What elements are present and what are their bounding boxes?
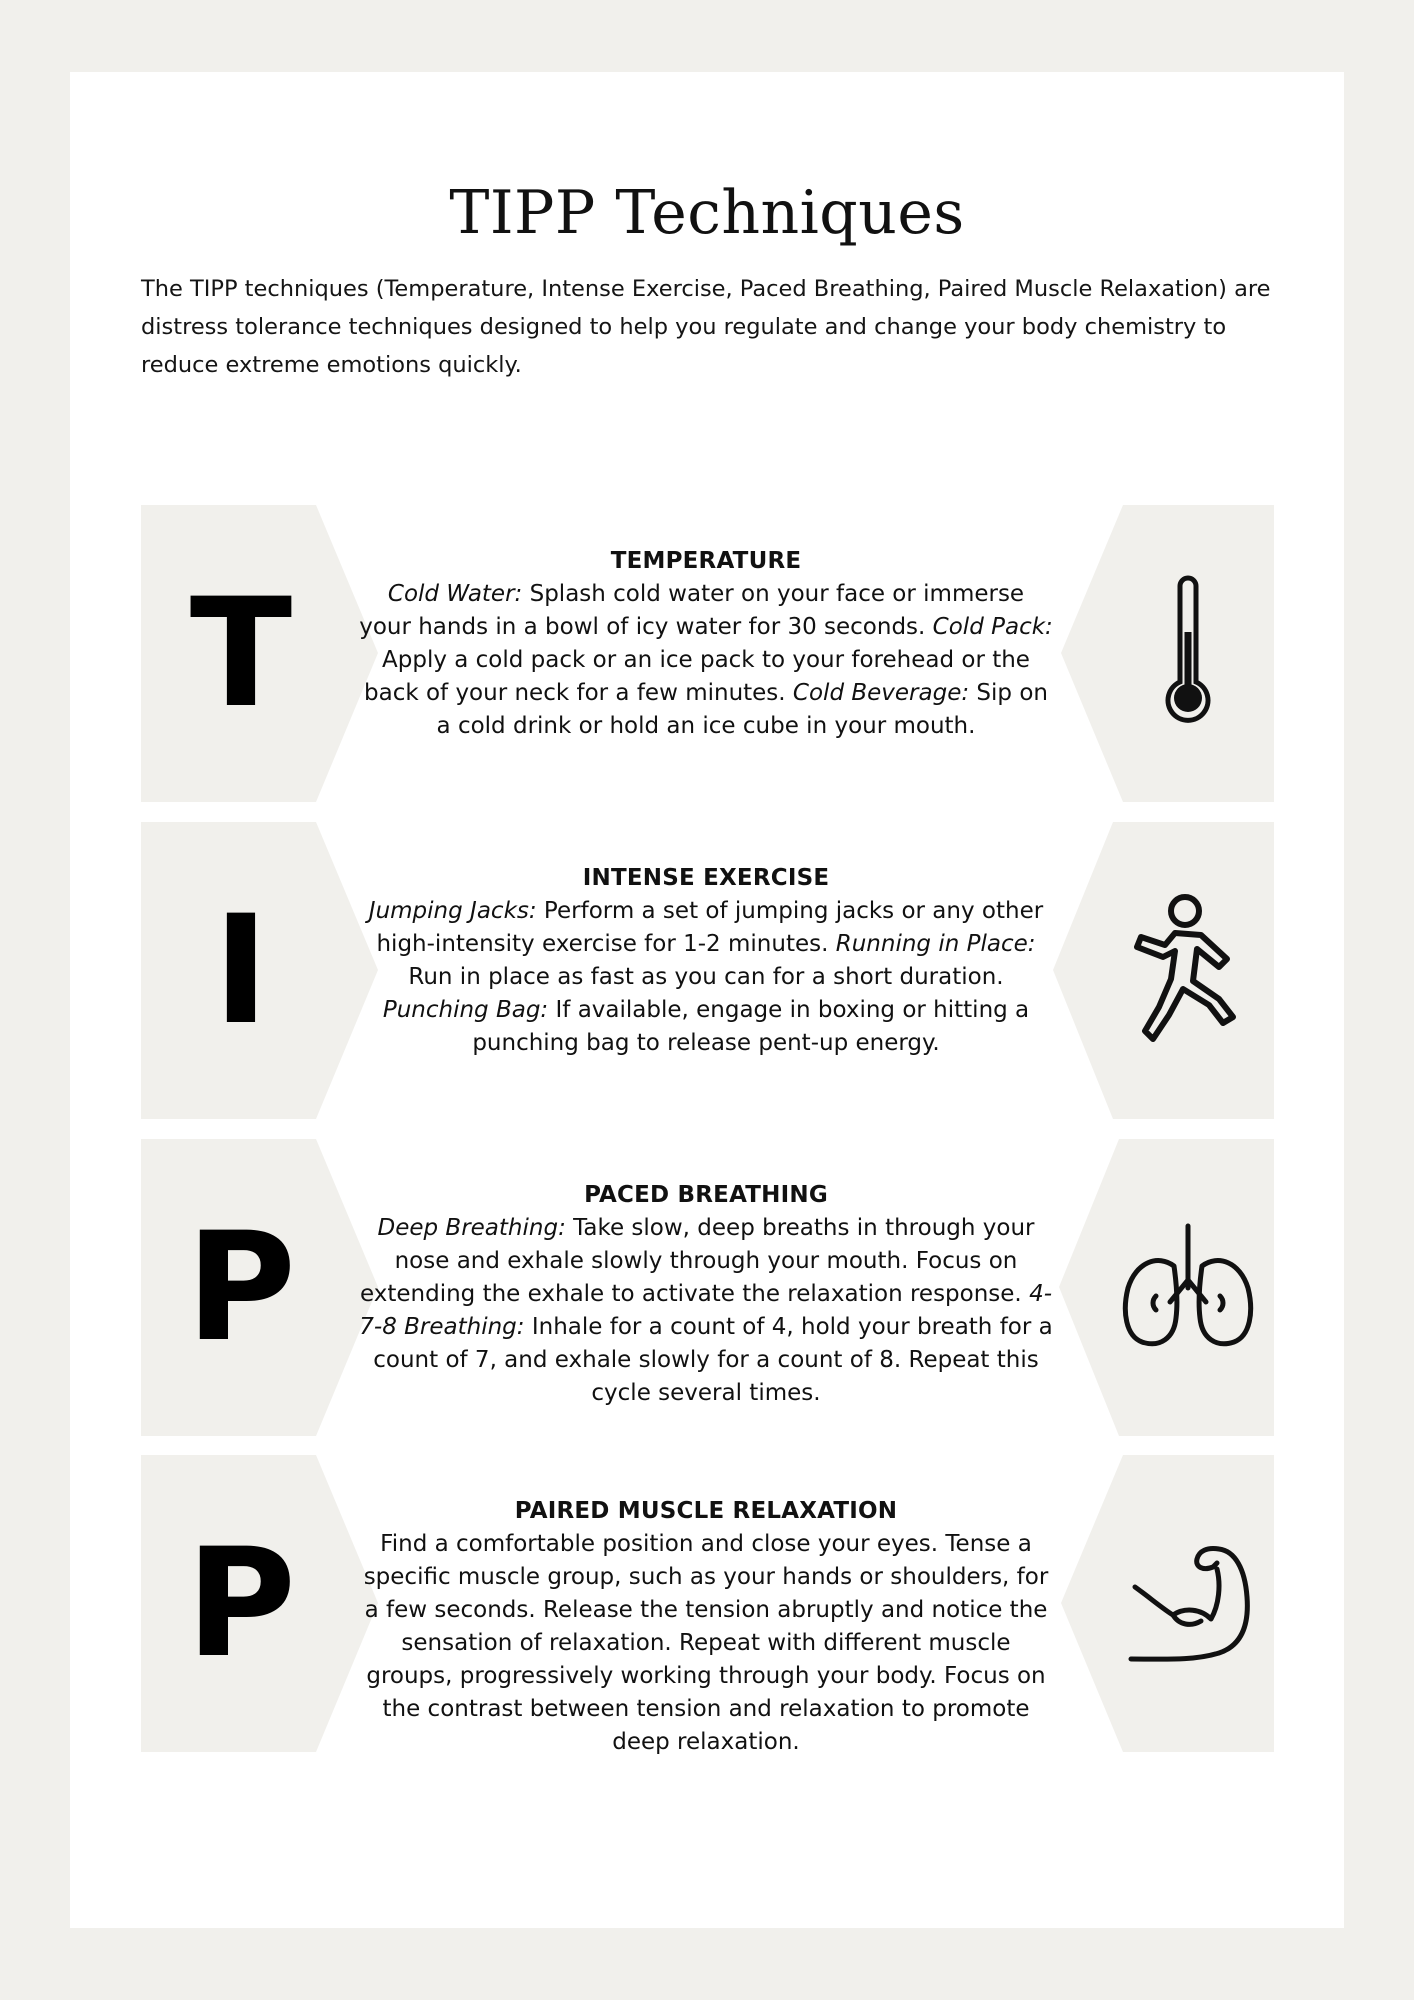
technique-desc: Perform a set of jumping jacks or any other high-intensity exercise for 1-2 minutes.	[376, 898, 1044, 957]
technique-desc: Apply a cold pack or an ice pack to your forehead or the back of your neck for a few minutes.	[364, 647, 1030, 706]
technique-text	[359, 1495, 1053, 1759]
icon-cell	[1101, 505, 1274, 802]
lungs-icon	[1118, 1218, 1258, 1358]
technique-body	[364, 1531, 1049, 1755]
technique-body	[359, 1215, 1052, 1406]
technique-label: Running in Place:	[835, 931, 1036, 957]
page-title: TIPP Techniques	[449, 178, 965, 249]
flexed-arm-icon	[1123, 1539, 1253, 1669]
technique-label: Jumping Jacks:	[368, 898, 537, 924]
technique-desc: If available, engage in boxing or hitting a punching bag to release pent-up energy.	[472, 997, 1030, 1056]
technique-heading: INTENSE EXERCISE	[582, 865, 830, 891]
technique-letter: I	[213, 883, 269, 1058]
technique-letter: T	[189, 566, 293, 741]
technique-label: 4-7-8 Breathing:	[359, 1281, 1052, 1340]
technique-label: Cold Pack:	[932, 614, 1053, 640]
thermometer-icon	[1158, 574, 1218, 734]
technique-body	[369, 898, 1043, 1056]
technique-heading: PACED BREATHING	[584, 1182, 828, 1208]
technique-desc: Splash cold water on your face or immerse your hands in a bowl of icy water for 30 seconds.	[359, 581, 1025, 640]
technique-letter: P	[186, 1516, 296, 1691]
technique-letter: P	[186, 1200, 296, 1375]
technique-heading: PAIRED MUSCLE RELAXATION	[514, 1498, 898, 1524]
technique-text	[359, 862, 1053, 1060]
technique-label: Punching Bag:	[382, 997, 549, 1023]
technique-desc: Sip on a cold drink or hold an ice cube in your mouth.	[436, 680, 1048, 739]
technique-desc: Inhale for a count of 4, hold your breath for a count of 7, and exhale slowly for a count of 8. Repeat this cycle several times.	[373, 1314, 1053, 1406]
technique-row-paired-muscle-relaxation	[141, 1455, 1274, 1755]
technique-heading: TEMPERATURE	[610, 548, 802, 574]
technique-desc: Run in place as fast as you can for a short duration.	[408, 964, 1004, 990]
technique-label: Cold Water:	[387, 581, 523, 607]
icon-cell	[1101, 1139, 1274, 1436]
running-person-icon	[1123, 891, 1253, 1051]
technique-row-temperature	[141, 505, 1274, 802]
technique-row-paced-breathing	[141, 1139, 1274, 1436]
technique-desc: Take slow, deep breaths in through your nose and exhale slowly through your mouth. Focus on extending the exhale to activate the relaxation response.	[360, 1215, 1035, 1307]
icon-cell	[1101, 822, 1274, 1119]
intro-paragraph: The TIPP techniques (Temperature, Intense Exercise, Paced Breathing, Paired Muscle Relaxation) are distress tolerance techniques designed to help you regulate and change your body chemistry to reduce extreme emotions quickly.	[141, 276, 1271, 378]
technique-row-intense-exercise	[141, 822, 1274, 1119]
technique-body	[359, 581, 1053, 739]
technique-text	[359, 1179, 1053, 1410]
technique-text	[359, 545, 1053, 743]
technique-label: Deep Breathing:	[377, 1215, 566, 1241]
technique-desc: Find a comfortable position and close your eyes. Tense a specific muscle group, such as your hands or shoulders, for a few seconds. Release the tension abruptly and notice the sensation of relaxation. Repeat with different muscle groups, progressively working through your body. Focus on the contrast between tension and relaxation to promote deep relaxation.	[363, 1531, 1049, 1755]
technique-label: Cold Beverage:	[792, 680, 970, 706]
icon-cell	[1101, 1455, 1274, 1752]
